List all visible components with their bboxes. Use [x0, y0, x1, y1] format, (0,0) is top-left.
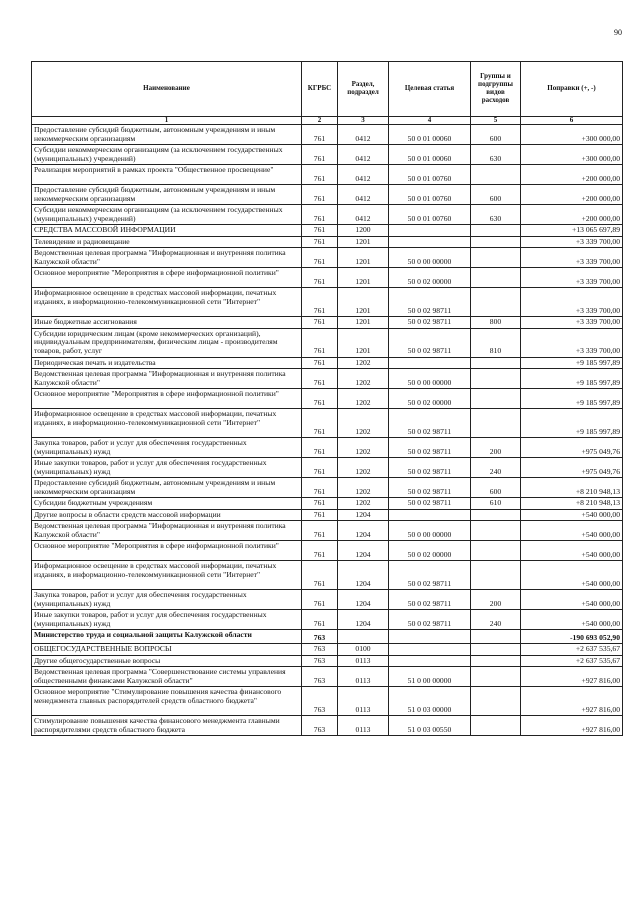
table-row: [32, 630, 623, 644]
table-row: [32, 236, 623, 248]
row-target: [389, 644, 471, 656]
row-target: 50 0 02 00000: [389, 389, 471, 409]
row-name: Периодическая печать и издательства: [32, 357, 302, 369]
row-kgrbs: 761: [302, 205, 338, 225]
row-name: СРЕДСТВА МАССОВОЙ ИНФОРМАЦИИ: [32, 225, 302, 237]
table-row: [32, 667, 623, 687]
row-kgrbs: 761: [302, 509, 338, 521]
table-row: [32, 561, 623, 590]
row-kgrbs: 761: [302, 409, 338, 438]
row-kgrbs: 761: [302, 185, 338, 205]
header-amount: Поправки (+, -): [521, 62, 623, 117]
row-target: [389, 630, 471, 644]
row-name: Информационное освещение в средствах массовой информации, печатных изданиях, в информационно-телекоммуникационной сети "Интернет": [32, 288, 302, 317]
row-target: 50 0 01 00760: [389, 205, 471, 225]
table-row: [32, 125, 623, 145]
row-amount: -190 693 052,90: [521, 630, 623, 644]
row-target: [389, 236, 471, 248]
row-amount: +975 049,76: [521, 458, 623, 478]
row-group: [471, 521, 521, 541]
row-amount: +200 000,00: [521, 185, 623, 205]
row-target: 50 0 00 00000: [389, 248, 471, 268]
row-target: 50 0 02 98711: [389, 590, 471, 610]
row-amount: +975 049,76: [521, 438, 623, 458]
table-row: [32, 478, 623, 498]
row-amount: +8 210 948,13: [521, 498, 623, 510]
row-kgrbs: 761: [302, 248, 338, 268]
row-amount: +8 210 948,13: [521, 478, 623, 498]
row-kgrbs: 763: [302, 687, 338, 716]
row-name: Ведомственная целевая программа "Информационная и внутренняя политика Калужской области": [32, 248, 302, 268]
row-name: Министерство труда и социальной защиты Калужской области: [32, 630, 302, 644]
row-amount: +3 339 700,00: [521, 268, 623, 288]
row-name: Предоставление субсидий бюджетным, автономным учреждениям и иным некоммерческим организациям: [32, 185, 302, 205]
row-group: [471, 248, 521, 268]
row-target: 50 0 02 98711: [389, 610, 471, 630]
table-row: [32, 438, 623, 458]
row-amount: +13 065 697,89: [521, 225, 623, 237]
row-name: Другие вопросы в области средств массовой информации: [32, 509, 302, 521]
row-section: 1202: [338, 357, 389, 369]
table-row: [32, 521, 623, 541]
row-amount: +927 816,00: [521, 667, 623, 687]
table-row: [32, 185, 623, 205]
row-group: [471, 561, 521, 590]
row-amount: +3 339 700,00: [521, 288, 623, 317]
row-kgrbs: 761: [302, 328, 338, 357]
row-amount: +300 000,00: [521, 125, 623, 145]
row-section: 1201: [338, 268, 389, 288]
row-section: 1204: [338, 610, 389, 630]
table-row: [32, 458, 623, 478]
row-amount: +200 000,00: [521, 205, 623, 225]
header-section: Раздел, подраздел: [338, 62, 389, 117]
row-amount: +540 000,00: [521, 610, 623, 630]
row-name: Основное мероприятие "Стимулирование повышения качества финансового менеджмента главных распорядителей средств областного бюджета": [32, 687, 302, 716]
row-target: 50 0 02 98711: [389, 498, 471, 510]
row-group: 240: [471, 458, 521, 478]
row-amount: +540 000,00: [521, 561, 623, 590]
row-section: 0412: [338, 205, 389, 225]
table-row: [32, 369, 623, 389]
row-section: 1202: [338, 458, 389, 478]
row-target: 50 0 02 98711: [389, 478, 471, 498]
row-section: 0113: [338, 667, 389, 687]
row-name: Иные закупки товаров, работ и услуг для обеспечения государственных (муниципальных) нужд: [32, 610, 302, 630]
row-section: 1201: [338, 236, 389, 248]
row-section: 0113: [338, 716, 389, 736]
row-section: 1202: [338, 409, 389, 438]
row-target: 50 0 00 00000: [389, 369, 471, 389]
row-section: 0100: [338, 644, 389, 656]
row-section: 0113: [338, 655, 389, 667]
row-name: Субсидии юридическим лицам (кроме некоммерческих организаций), индивидуальным предпринимателям, физическим лицам - производителям товаров, работ, услуг: [32, 328, 302, 357]
row-name: Другие общегосударственные вопросы: [32, 655, 302, 667]
row-group: [471, 225, 521, 237]
row-target: 50 0 02 98711: [389, 561, 471, 590]
row-name: Субсидии некоммерческим организациям (за исключением государственных (муниципальных) учреждений): [32, 145, 302, 165]
table-row: [32, 409, 623, 438]
row-section: [338, 630, 389, 644]
row-kgrbs: 761: [302, 458, 338, 478]
row-kgrbs: 761: [302, 268, 338, 288]
row-amount: +9 185 997,89: [521, 389, 623, 409]
row-kgrbs: 761: [302, 610, 338, 630]
row-amount: +300 000,00: [521, 145, 623, 165]
row-target: 50 0 01 00760: [389, 165, 471, 185]
row-target: [389, 357, 471, 369]
row-name: Основное мероприятие "Мероприятия в сфере информационной политики": [32, 541, 302, 561]
row-section: 0412: [338, 185, 389, 205]
row-target: 50 0 02 00000: [389, 541, 471, 561]
row-target: 50 0 02 98711: [389, 288, 471, 317]
row-section: 1201: [338, 317, 389, 329]
row-group: [471, 509, 521, 521]
row-kgrbs: 763: [302, 716, 338, 736]
row-kgrbs: 761: [302, 357, 338, 369]
row-name: Субсидии бюджетным учреждениям: [32, 498, 302, 510]
row-kgrbs: 761: [302, 521, 338, 541]
row-target: 50 0 00 00000: [389, 521, 471, 541]
row-amount: +540 000,00: [521, 521, 623, 541]
row-kgrbs: 763: [302, 630, 338, 644]
row-name: Основное мероприятие "Мероприятия в сфере информационной политики": [32, 389, 302, 409]
table-row: [32, 145, 623, 165]
row-name: Информационное освещение в средствах массовой информации, печатных изданиях, в информационно-телекоммуникационной сети "Интернет": [32, 409, 302, 438]
row-section: 1200: [338, 225, 389, 237]
row-section: 1202: [338, 369, 389, 389]
row-group: [471, 165, 521, 185]
row-target: 50 0 01 00060: [389, 145, 471, 165]
row-group: [471, 357, 521, 369]
row-target: 51 0 03 00550: [389, 716, 471, 736]
row-group: [471, 236, 521, 248]
row-section: 1201: [338, 288, 389, 317]
row-target: 51 0 03 00000: [389, 687, 471, 716]
table-row: [32, 357, 623, 369]
row-amount: +9 185 997,89: [521, 369, 623, 389]
row-amount: +3 339 700,00: [521, 328, 623, 357]
row-target: [389, 509, 471, 521]
row-kgrbs: 761: [302, 478, 338, 498]
row-group: 200: [471, 590, 521, 610]
row-name: Ведомственная целевая программа "Информационная и внутренняя политика Калужской области": [32, 521, 302, 541]
budget-amendments-table: [31, 61, 623, 736]
row-group: 600: [471, 185, 521, 205]
row-target: 50 0 01 00060: [389, 125, 471, 145]
row-group: 600: [471, 478, 521, 498]
table-row: [32, 328, 623, 357]
table-row: [32, 288, 623, 317]
row-group: [471, 630, 521, 644]
column-number: 2: [302, 117, 338, 125]
header-target: Целевая статья: [389, 62, 471, 117]
row-name: Иные закупки товаров, работ и услуг для обеспечения государственных (муниципальных) нужд: [32, 458, 302, 478]
row-kgrbs: 761: [302, 590, 338, 610]
row-section: 1202: [338, 478, 389, 498]
row-amount: +927 816,00: [521, 687, 623, 716]
row-name: Ведомственная целевая программа "Совершенствование системы управления общественными финансами Калужской области": [32, 667, 302, 687]
column-number: 3: [338, 117, 389, 125]
row-kgrbs: 763: [302, 644, 338, 656]
table-row: [32, 590, 623, 610]
table-row: [32, 655, 623, 667]
row-amount: +540 000,00: [521, 541, 623, 561]
row-amount: +2 637 535,67: [521, 644, 623, 656]
row-kgrbs: 761: [302, 288, 338, 317]
table-row: [32, 165, 623, 185]
row-target: 50 0 02 98711: [389, 409, 471, 438]
row-name: Телевидение и радиовещание: [32, 236, 302, 248]
row-group: 630: [471, 205, 521, 225]
row-section: 1204: [338, 521, 389, 541]
table-row: [32, 268, 623, 288]
row-group: [471, 389, 521, 409]
row-kgrbs: 761: [302, 389, 338, 409]
row-name: Иные бюджетные ассигнования: [32, 317, 302, 329]
row-section: 1204: [338, 590, 389, 610]
column-number: 5: [471, 117, 521, 125]
row-group: 200: [471, 438, 521, 458]
table-row: [32, 317, 623, 329]
header-kgrbs: КГРБС: [302, 62, 338, 117]
table-header-row: [32, 62, 623, 117]
row-group: 800: [471, 317, 521, 329]
table-row: [32, 716, 623, 736]
row-section: 1201: [338, 248, 389, 268]
row-target: 50 0 01 00760: [389, 185, 471, 205]
row-target: 50 0 02 98711: [389, 438, 471, 458]
row-name: Ведомственная целевая программа "Информационная и внутренняя политика Калужской области": [32, 369, 302, 389]
row-amount: +3 339 700,00: [521, 317, 623, 329]
page-number: 90: [614, 28, 622, 37]
row-section: 0412: [338, 145, 389, 165]
row-section: 1202: [338, 389, 389, 409]
table-row: [32, 498, 623, 510]
row-section: 0412: [338, 125, 389, 145]
table-row: [32, 644, 623, 656]
row-kgrbs: 763: [302, 655, 338, 667]
row-name: Предоставление субсидий бюджетным, автономным учреждениям и иным некоммерческим организациям: [32, 125, 302, 145]
column-number-row: [32, 117, 623, 125]
row-group: 810: [471, 328, 521, 357]
row-group: [471, 716, 521, 736]
row-kgrbs: 763: [302, 667, 338, 687]
table-row: [32, 205, 623, 225]
row-group: [471, 687, 521, 716]
table-body: [32, 125, 623, 736]
row-target: 50 0 02 98711: [389, 328, 471, 357]
row-group: [471, 288, 521, 317]
row-section: 1201: [338, 328, 389, 357]
row-group: [471, 667, 521, 687]
table-row: [32, 248, 623, 268]
row-kgrbs: 761: [302, 145, 338, 165]
row-name: Закупка товаров, работ и услуг для обеспечения государственных (муниципальных) нужд: [32, 438, 302, 458]
row-target: 50 0 02 98711: [389, 317, 471, 329]
row-target: [389, 225, 471, 237]
row-section: 1204: [338, 541, 389, 561]
column-number: 1: [32, 117, 302, 125]
row-name: Предоставление субсидий бюджетным, автономным учреждениям и иным некоммерческим организациям: [32, 478, 302, 498]
row-amount: +3 339 700,00: [521, 236, 623, 248]
row-group: 240: [471, 610, 521, 630]
table-row: [32, 509, 623, 521]
row-group: 610: [471, 498, 521, 510]
column-number: 4: [389, 117, 471, 125]
row-name: ОБЩЕГОСУДАРСТВЕННЫЕ ВОПРОСЫ: [32, 644, 302, 656]
row-kgrbs: 761: [302, 369, 338, 389]
row-name: Субсидии некоммерческим организациям (за исключением государственных (муниципальных) учреждений): [32, 205, 302, 225]
row-name: Информационное освещение в средствах массовой информации, печатных изданиях, в информационно-телекоммуникационной сети "Интернет": [32, 561, 302, 590]
row-kgrbs: 761: [302, 225, 338, 237]
table-row: [32, 389, 623, 409]
row-target: 51 0 00 00000: [389, 667, 471, 687]
row-amount: +9 185 997,89: [521, 409, 623, 438]
row-amount: +200 000,00: [521, 165, 623, 185]
row-kgrbs: 761: [302, 498, 338, 510]
row-kgrbs: 761: [302, 236, 338, 248]
row-kgrbs: 761: [302, 165, 338, 185]
row-group: 600: [471, 125, 521, 145]
row-section: 1204: [338, 561, 389, 590]
row-section: 1204: [338, 509, 389, 521]
row-kgrbs: 761: [302, 561, 338, 590]
row-section: 0412: [338, 165, 389, 185]
row-section: 1202: [338, 438, 389, 458]
row-name: Закупка товаров, работ и услуг для обеспечения государственных (муниципальных) нужд: [32, 590, 302, 610]
row-name: Стимулирование повышения качества финансового менеджмента главными распорядителями средств областного бюджета: [32, 716, 302, 736]
row-section: 1202: [338, 498, 389, 510]
row-kgrbs: 761: [302, 438, 338, 458]
row-target: 50 0 02 00000: [389, 268, 471, 288]
table-row: [32, 610, 623, 630]
row-group: 630: [471, 145, 521, 165]
row-kgrbs: 761: [302, 317, 338, 329]
row-group: [471, 369, 521, 389]
row-group: [471, 655, 521, 667]
row-amount: +540 000,00: [521, 590, 623, 610]
row-kgrbs: 761: [302, 541, 338, 561]
table-row: [32, 687, 623, 716]
table-row: [32, 541, 623, 561]
row-target: [389, 655, 471, 667]
header-groups: Группы и подгруппы видов расходов: [471, 62, 521, 117]
header-name: Наименование: [32, 62, 302, 117]
row-group: [471, 644, 521, 656]
row-target: 50 0 02 98711: [389, 458, 471, 478]
row-name: Основное мероприятие "Мероприятия в сфере информационной политики": [32, 268, 302, 288]
row-amount: +2 637 535,67: [521, 655, 623, 667]
row-amount: +9 185 997,89: [521, 357, 623, 369]
table-row: [32, 225, 623, 237]
row-name: Реализация мероприятий в рамках проекта "Общественное просвещение": [32, 165, 302, 185]
row-group: [471, 409, 521, 438]
row-amount: +927 816,00: [521, 716, 623, 736]
row-kgrbs: 761: [302, 125, 338, 145]
row-amount: +3 339 700,00: [521, 248, 623, 268]
row-group: [471, 541, 521, 561]
row-section: 0113: [338, 687, 389, 716]
row-amount: +540 000,00: [521, 509, 623, 521]
row-group: [471, 268, 521, 288]
column-number: 6: [521, 117, 623, 125]
